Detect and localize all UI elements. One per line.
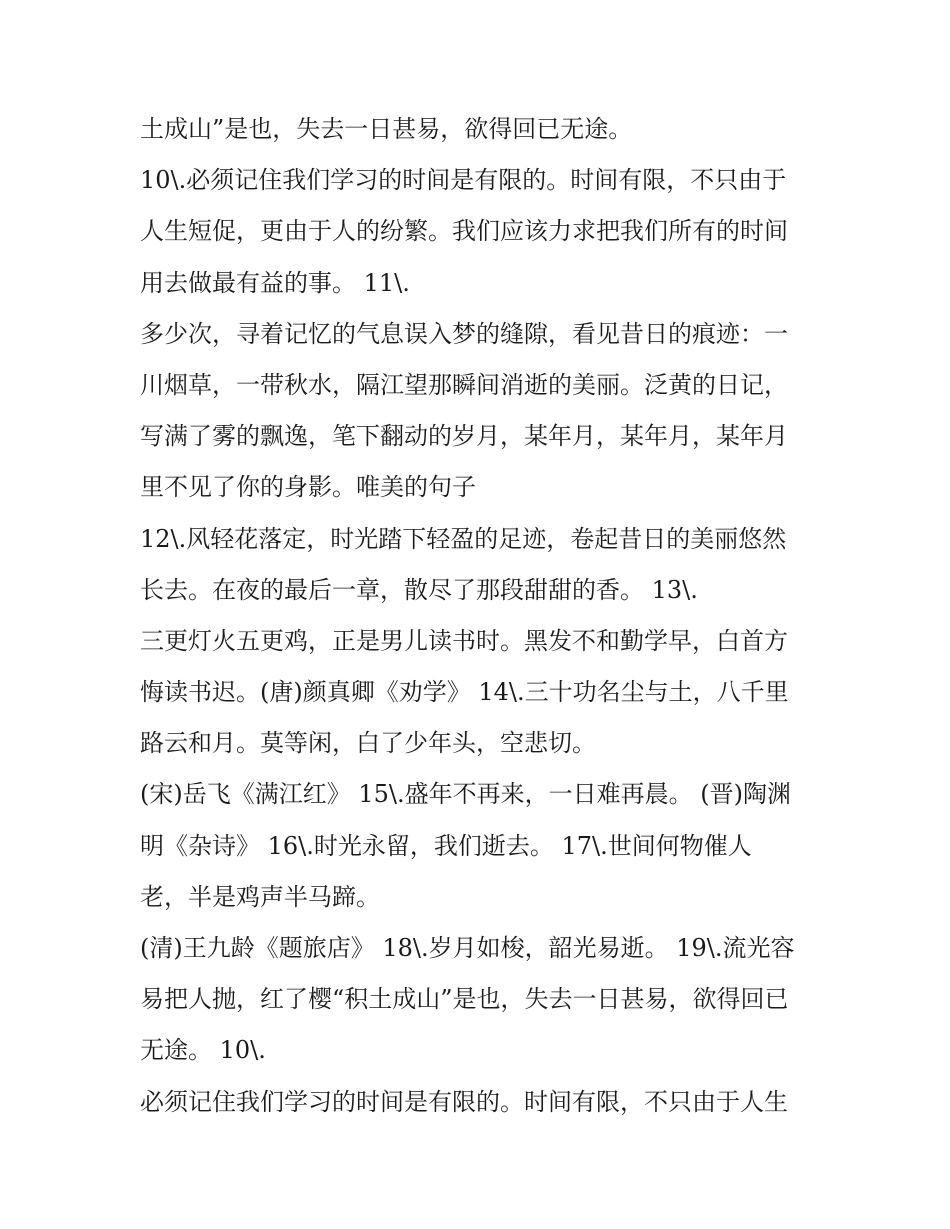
body-text [140, 104, 820, 1128]
text-line: 12\.风轻花落定，时光踏下轻盈的足迹，卷起昔日的美丽悠然 [140, 524, 787, 553]
text-line: 多少次，寻着记忆的气息误入梦的缝隙，看见昔日的痕迹：一 [140, 319, 788, 348]
text-line: 无途。 10\. [140, 1036, 266, 1065]
text-line: 路云和月。莫等闲，白了少年头，空悲切。 [140, 729, 596, 758]
text-line: 三更灯火五更鸡，正是男儿读书时。黑发不和勤学早，白首方 [140, 626, 788, 655]
text-line: 写满了雾的飘逸，笔下翻动的岁月，某年月，某年月，某年月 [140, 422, 788, 451]
text-line: 用去做最有益的事。 11\. [140, 268, 410, 297]
text-line: 川烟草，一带秋水，隔江望那瞬间消逝的美丽。泛黄的日记， [140, 370, 788, 399]
text-line: 10\.必须记住我们学习的时间是有限的。时间有限，不只由于 [140, 166, 787, 195]
text-line: 土成山”是也，失去一日甚易，欲得回已无途。 [140, 115, 633, 143]
text-line: 必须记住我们学习的时间是有限的。时间有限，不只由于人生 [140, 1087, 788, 1116]
text-line: 里不见了你的身影。唯美的句子 [140, 473, 476, 502]
text-line: (清)王九龄《题旅店》 18\.岁月如梭，韶光易逝。 19\.流光容 [140, 934, 795, 962]
text-line: 悔读书迟。(唐)颜真卿《劝学》 14\.三十功名尘与土，八千里 [140, 678, 789, 707]
text-line: 明《杂诗》 16\.时光永留，我们逝去。 17\.世间何物催人 [140, 831, 752, 860]
text-line: (宋)岳飞《满江红》 15\.盛年不再来，一日难再晨。 (晋)陶渊 [140, 780, 791, 809]
text-line: 易把人抛，红了樱“积土成山”是也，失去一日甚易，欲得回已 [140, 985, 789, 1014]
text-line: 老，半是鸡声半马蹄。 [140, 882, 380, 911]
text-line: 人生短促，更由于人的纷繁。我们应该力求把我们所有的时间 [140, 217, 788, 246]
text-line: 长去。在夜的最后一章，散尽了那段甜甜的香。 13\. [140, 575, 698, 604]
